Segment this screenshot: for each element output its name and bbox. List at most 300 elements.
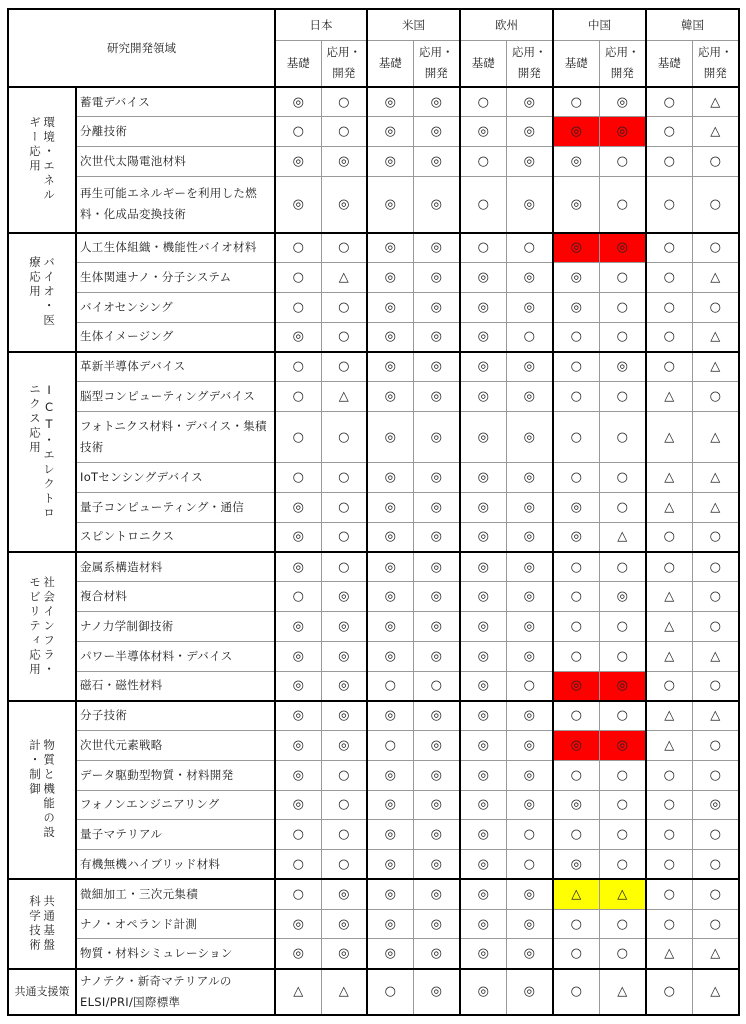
rating-cell: ◎ <box>275 701 321 731</box>
research-item: IoTセンシングデバイス <box>76 463 275 493</box>
basic-header: 基礎 <box>553 40 599 87</box>
rating-cell: △ <box>599 879 646 909</box>
rating-cell: ◎ <box>413 909 460 939</box>
rating-cell: ◎ <box>506 939 553 969</box>
rating-cell: ◎ <box>367 850 413 880</box>
rating-cell: ○ <box>692 671 739 701</box>
rating-cell: ◎ <box>460 701 506 731</box>
rating-cell: ◎ <box>599 582 646 612</box>
research-item: 次世代元素戦略 <box>76 731 275 761</box>
rating-cell: ◎ <box>367 790 413 820</box>
domain-label-part: 療応用 <box>28 256 42 300</box>
rating-cell: ◎ <box>367 233 413 263</box>
rating-cell: ○ <box>460 176 506 232</box>
rating-cell: ◎ <box>599 117 646 147</box>
rating-cell: ○ <box>599 492 646 522</box>
rating-cell: ○ <box>321 760 367 790</box>
domain-label <box>8 233 76 352</box>
rating-cell: ◎ <box>367 701 413 731</box>
rating-cell: ◎ <box>460 263 506 293</box>
rating-cell: ◎ <box>460 850 506 880</box>
rating-cell: ○ <box>599 939 646 969</box>
rating-cell: ◎ <box>460 611 506 641</box>
rating-cell: △ <box>692 492 739 522</box>
rating-cell: ◎ <box>413 352 460 382</box>
rating-cell: ◎ <box>506 731 553 761</box>
rating-cell: ○ <box>692 522 739 552</box>
rating-cell: ○ <box>275 411 321 462</box>
rating-cell: ◎ <box>553 492 599 522</box>
rating-cell: △ <box>692 701 739 731</box>
rating-cell: ○ <box>599 147 646 177</box>
rating-cell: ○ <box>646 760 692 790</box>
rating-cell: ◎ <box>460 463 506 493</box>
research-item: データ駆動型物質・材料開発 <box>76 760 275 790</box>
research-item: 蓄電デバイス <box>76 87 275 117</box>
applied-header: 応用・開発 <box>506 40 553 87</box>
research-item: ナノ力学制御技術 <box>76 611 275 641</box>
research-item: 再生可能エネルギーを利用した燃料・化成品変換技術 <box>76 176 275 232</box>
rating-cell: ◎ <box>275 731 321 761</box>
rating-cell: ○ <box>321 552 367 582</box>
domain-label <box>8 701 76 880</box>
research-item: 脳型コンピューティングデバイス <box>76 382 275 412</box>
rating-cell: ◎ <box>460 322 506 352</box>
region-header-europe: 欧州 <box>460 9 553 40</box>
rating-cell: ○ <box>599 820 646 850</box>
research-item: 量子マテリアル <box>76 820 275 850</box>
rating-cell: ◎ <box>553 790 599 820</box>
rating-cell: △ <box>692 87 739 117</box>
rating-cell: △ <box>553 879 599 909</box>
research-item: 生体イメージング <box>76 322 275 352</box>
rating-cell: ◎ <box>275 790 321 820</box>
rating-cell: ◎ <box>506 522 553 552</box>
rating-cell: △ <box>646 492 692 522</box>
rating-cell: ◎ <box>599 731 646 761</box>
rating-cell: ◎ <box>460 790 506 820</box>
rating-cell: ○ <box>692 879 739 909</box>
rating-cell: ◎ <box>506 790 553 820</box>
rating-cell: ◎ <box>506 969 553 1015</box>
rating-cell: △ <box>646 582 692 612</box>
rating-cell: ◎ <box>506 582 553 612</box>
rating-cell: ○ <box>553 611 599 641</box>
rating-cell: ◎ <box>413 879 460 909</box>
basic-header: 基礎 <box>460 40 506 87</box>
rating-cell: ○ <box>599 411 646 462</box>
domain-label <box>8 879 76 968</box>
rating-cell: ○ <box>646 820 692 850</box>
research-item: スピントロニクス <box>76 522 275 552</box>
rating-cell: ◎ <box>367 522 413 552</box>
rating-cell: ◎ <box>367 147 413 177</box>
rating-cell: ◎ <box>321 147 367 177</box>
rating-cell: ◎ <box>599 671 646 701</box>
research-item: 生体関連ナノ・分子システム <box>76 263 275 293</box>
research-item: バイオセンシング <box>76 292 275 322</box>
rating-cell: ◎ <box>413 117 460 147</box>
rating-cell: ○ <box>321 463 367 493</box>
rating-cell: ○ <box>553 701 599 731</box>
rating-cell: ○ <box>692 552 739 582</box>
rating-cell: ◎ <box>275 641 321 671</box>
rating-cell: ○ <box>646 969 692 1015</box>
rating-cell: △ <box>646 411 692 462</box>
rating-cell: ◎ <box>413 939 460 969</box>
rating-cell: ○ <box>460 147 506 177</box>
rating-cell: ◎ <box>506 176 553 232</box>
rating-cell: ◎ <box>413 790 460 820</box>
rating-cell: ◎ <box>321 701 367 731</box>
domain-label-part: 社会インフラ・ <box>42 575 57 678</box>
rating-cell: ◎ <box>460 292 506 322</box>
domain-label-part: 環境・エネル <box>42 116 57 204</box>
rating-cell: ○ <box>553 87 599 117</box>
research-item: 量子コンピューティング・通信 <box>76 492 275 522</box>
rating-cell: ◎ <box>275 492 321 522</box>
rating-cell: ◎ <box>460 820 506 850</box>
rating-cell: ◎ <box>460 552 506 582</box>
rating-cell: ◎ <box>553 292 599 322</box>
rating-cell: ◎ <box>506 292 553 322</box>
rating-cell: ○ <box>321 790 367 820</box>
rating-cell: ○ <box>275 233 321 263</box>
rating-cell: ○ <box>275 352 321 382</box>
rating-cell: ◎ <box>460 352 506 382</box>
rating-cell: ◎ <box>460 879 506 909</box>
rating-cell: ○ <box>692 382 739 412</box>
rating-cell: ○ <box>692 147 739 177</box>
rating-cell: ○ <box>506 820 553 850</box>
rating-cell: ◎ <box>413 641 460 671</box>
research-item: ナノ・オペランド計測 <box>76 909 275 939</box>
rating-cell: ◎ <box>321 671 367 701</box>
rating-cell: ○ <box>599 463 646 493</box>
domain-label-part: バイオ・医 <box>42 256 57 329</box>
rating-cell: ○ <box>553 382 599 412</box>
rating-cell: △ <box>646 611 692 641</box>
rating-cell: ○ <box>692 292 739 322</box>
research-item: 微細加工・三次元集積 <box>76 879 275 909</box>
rating-cell: ○ <box>506 850 553 880</box>
rating-cell: △ <box>646 939 692 969</box>
rating-cell: ○ <box>646 263 692 293</box>
rating-cell: ◎ <box>553 147 599 177</box>
domain-label-part: 物質と機能の設 <box>42 739 57 841</box>
rating-cell: ○ <box>646 117 692 147</box>
rating-cell: ○ <box>692 611 739 641</box>
rating-cell: △ <box>692 263 739 293</box>
rating-cell: ○ <box>321 850 367 880</box>
rating-cell: ◎ <box>275 322 321 352</box>
rating-cell: ○ <box>692 731 739 761</box>
rating-cell: ◎ <box>413 263 460 293</box>
region-header-usa: 米国 <box>367 9 460 40</box>
domain-label-part: ギー応用 <box>28 116 42 175</box>
rating-cell: ○ <box>692 760 739 790</box>
rating-cell: ○ <box>553 820 599 850</box>
region-header-japan: 日本 <box>275 9 367 40</box>
rating-cell: ○ <box>646 522 692 552</box>
rating-cell: ○ <box>599 760 646 790</box>
rating-cell: △ <box>692 411 739 462</box>
rating-cell: ◎ <box>367 411 413 462</box>
rating-cell: ◎ <box>506 117 553 147</box>
rating-cell: ◎ <box>413 322 460 352</box>
domain-label <box>8 552 76 701</box>
rating-cell: ◎ <box>553 176 599 232</box>
rating-cell: ○ <box>413 671 460 701</box>
rating-cell: ○ <box>599 850 646 880</box>
rating-cell: ○ <box>553 909 599 939</box>
region-header-korea: 韓国 <box>646 9 739 40</box>
applied-header: 応用・開発 <box>321 40 367 87</box>
rating-cell: ◎ <box>599 87 646 117</box>
rating-cell: ○ <box>599 263 646 293</box>
research-item: ナノテク・新奇マテリアルのELSI/PRI/国際標準 <box>76 969 275 1015</box>
rating-cell: ○ <box>275 879 321 909</box>
rating-cell: ○ <box>692 909 739 939</box>
rating-cell: ◎ <box>506 492 553 522</box>
rating-cell: △ <box>321 382 367 412</box>
rating-cell: ◎ <box>553 263 599 293</box>
rating-cell: ○ <box>599 790 646 820</box>
rating-cell: ○ <box>367 731 413 761</box>
rating-cell: △ <box>321 263 367 293</box>
rating-cell: ◎ <box>367 582 413 612</box>
rating-cell: ○ <box>506 671 553 701</box>
basic-header: 基礎 <box>367 40 413 87</box>
rating-cell: ○ <box>321 233 367 263</box>
rating-cell: ◎ <box>413 760 460 790</box>
rating-cell: ◎ <box>413 463 460 493</box>
rating-cell: ◎ <box>367 611 413 641</box>
research-item: 金属系構造材料 <box>76 552 275 582</box>
rating-cell: △ <box>646 463 692 493</box>
rating-cell: ◎ <box>553 522 599 552</box>
rating-cell: △ <box>692 463 739 493</box>
rating-cell: ◎ <box>460 522 506 552</box>
rating-cell: ◎ <box>460 731 506 761</box>
rating-cell: ◎ <box>506 760 553 790</box>
rating-cell: ○ <box>553 411 599 462</box>
rating-cell: ○ <box>646 790 692 820</box>
rating-cell: ◎ <box>553 850 599 880</box>
rating-cell: ◎ <box>506 552 553 582</box>
rating-cell: △ <box>692 117 739 147</box>
rating-cell: ◎ <box>413 233 460 263</box>
rating-cell: ○ <box>599 176 646 232</box>
rating-cell: △ <box>646 641 692 671</box>
domain-label <box>8 87 76 233</box>
rating-cell: ○ <box>275 117 321 147</box>
rating-cell: ○ <box>646 850 692 880</box>
research-item: 分離技術 <box>76 117 275 147</box>
rating-cell: △ <box>599 522 646 552</box>
rating-cell: ◎ <box>553 117 599 147</box>
rating-cell: ○ <box>275 850 321 880</box>
rating-cell: ○ <box>692 233 739 263</box>
rating-cell: ◎ <box>692 790 739 820</box>
rating-cell: ◎ <box>367 117 413 147</box>
rating-cell: ○ <box>599 552 646 582</box>
rating-cell: ◎ <box>367 879 413 909</box>
rating-cell: ◎ <box>321 939 367 969</box>
domain-label-part: ニクス応用 <box>28 382 42 456</box>
rating-cell: ◎ <box>367 352 413 382</box>
rating-cell: ◎ <box>413 582 460 612</box>
rating-cell: ○ <box>692 850 739 880</box>
rating-cell: ○ <box>553 760 599 790</box>
research-item: 物質・材料シミュレーション <box>76 939 275 969</box>
rating-cell: ◎ <box>275 939 321 969</box>
rating-cell: ○ <box>553 552 599 582</box>
rating-cell: ○ <box>646 322 692 352</box>
rating-cell: ○ <box>553 939 599 969</box>
rating-cell: ◎ <box>506 411 553 462</box>
rating-cell: ◎ <box>460 382 506 412</box>
rating-cell: ○ <box>646 87 692 117</box>
domain-label-part: 科学技術 <box>28 895 42 954</box>
rating-cell: ◎ <box>413 731 460 761</box>
domain-label <box>8 352 76 552</box>
rating-cell: ○ <box>506 233 553 263</box>
rating-cell: ○ <box>692 820 739 850</box>
rating-cell: ○ <box>321 820 367 850</box>
rating-cell: ◎ <box>413 522 460 552</box>
rating-cell: ◎ <box>367 909 413 939</box>
rating-cell: ○ <box>646 176 692 232</box>
rating-cell: ◎ <box>460 760 506 790</box>
rating-cell: ○ <box>692 582 739 612</box>
rating-cell: ○ <box>646 147 692 177</box>
comparison-table <box>7 8 740 1016</box>
rating-cell: ◎ <box>367 820 413 850</box>
rating-cell: ◎ <box>413 552 460 582</box>
rating-cell: ◎ <box>275 552 321 582</box>
rating-cell: ◎ <box>275 671 321 701</box>
rating-cell: ◎ <box>599 233 646 263</box>
rating-cell: ○ <box>321 322 367 352</box>
rating-cell: ○ <box>275 292 321 322</box>
rating-cell: ◎ <box>506 463 553 493</box>
rating-cell: ◎ <box>460 492 506 522</box>
rating-cell: ◎ <box>506 909 553 939</box>
research-item: 次世代太陽電池材料 <box>76 147 275 177</box>
rating-cell: ◎ <box>367 263 413 293</box>
rating-cell: ◎ <box>321 176 367 232</box>
rating-cell: ◎ <box>367 641 413 671</box>
rating-cell: ○ <box>599 701 646 731</box>
rating-cell: ◎ <box>367 463 413 493</box>
rating-cell: △ <box>692 939 739 969</box>
rating-cell: ○ <box>321 292 367 322</box>
rating-cell: ◎ <box>275 909 321 939</box>
region-header-china: 中国 <box>553 9 646 40</box>
rating-cell: ○ <box>646 233 692 263</box>
rating-cell: ◎ <box>460 411 506 462</box>
rating-cell: ○ <box>275 382 321 412</box>
research-item: フォノンエンジニアリング <box>76 790 275 820</box>
rating-cell: ◎ <box>506 147 553 177</box>
rating-cell: △ <box>692 322 739 352</box>
rating-cell: ◎ <box>413 969 460 1015</box>
rating-cell: △ <box>692 352 739 382</box>
rating-cell: ○ <box>321 117 367 147</box>
rating-cell: ○ <box>275 263 321 293</box>
rating-cell: ○ <box>321 87 367 117</box>
rating-cell: ○ <box>646 552 692 582</box>
rating-cell: ○ <box>460 233 506 263</box>
rating-cell: ○ <box>692 176 739 232</box>
rating-cell: ○ <box>321 411 367 462</box>
rating-cell: ◎ <box>275 87 321 117</box>
rating-cell: ◎ <box>506 701 553 731</box>
rating-cell: ○ <box>646 671 692 701</box>
rating-cell: △ <box>321 969 367 1015</box>
rating-cell: ◎ <box>413 87 460 117</box>
rating-cell: ◎ <box>321 909 367 939</box>
research-item: 有機無機ハイブリッド材料 <box>76 850 275 880</box>
rating-cell: ◎ <box>460 641 506 671</box>
rating-cell: ◎ <box>553 731 599 761</box>
research-item: 革新半導体デバイス <box>76 352 275 382</box>
rating-cell: ○ <box>506 322 553 352</box>
domain-label-part: 共通基盤 <box>42 895 57 954</box>
applied-header: 応用・開発 <box>692 40 739 87</box>
domain-header: 研究開発領域 <box>8 9 275 87</box>
rating-cell: ○ <box>553 641 599 671</box>
rating-cell: ◎ <box>275 176 321 232</box>
applied-header: 応用・開発 <box>599 40 646 87</box>
rating-cell: ◎ <box>413 411 460 462</box>
rating-cell: ◎ <box>367 492 413 522</box>
research-item: 複合材料 <box>76 582 275 612</box>
rating-cell: ○ <box>599 909 646 939</box>
rating-cell: ◎ <box>599 352 646 382</box>
rating-cell: ○ <box>275 463 321 493</box>
rating-cell: ○ <box>460 87 506 117</box>
rating-cell: ◎ <box>460 582 506 612</box>
rating-cell: ○ <box>553 463 599 493</box>
rating-cell: ○ <box>553 322 599 352</box>
rating-cell: ◎ <box>460 939 506 969</box>
rating-cell: ◎ <box>413 611 460 641</box>
domain-label-part: 計・制御 <box>28 739 42 798</box>
rating-cell: ○ <box>275 820 321 850</box>
rating-cell: ◎ <box>367 322 413 352</box>
rating-cell: ◎ <box>321 641 367 671</box>
rating-cell: ◎ <box>367 292 413 322</box>
rating-cell: ◎ <box>413 382 460 412</box>
rating-cell: ◎ <box>460 969 506 1015</box>
rating-cell: ◎ <box>275 760 321 790</box>
rating-cell: ◎ <box>321 611 367 641</box>
rating-cell: ○ <box>553 352 599 382</box>
rating-cell: ○ <box>599 292 646 322</box>
rating-cell: ◎ <box>506 263 553 293</box>
rating-cell: ○ <box>646 879 692 909</box>
rating-cell: △ <box>599 969 646 1015</box>
rating-cell: ◎ <box>367 382 413 412</box>
rating-cell: ◎ <box>367 176 413 232</box>
domain-label: 共通支援策 <box>8 969 76 1015</box>
rating-cell: ◎ <box>413 147 460 177</box>
rating-cell: ◎ <box>275 522 321 552</box>
rating-cell: ◎ <box>460 909 506 939</box>
rating-cell: ◎ <box>367 939 413 969</box>
